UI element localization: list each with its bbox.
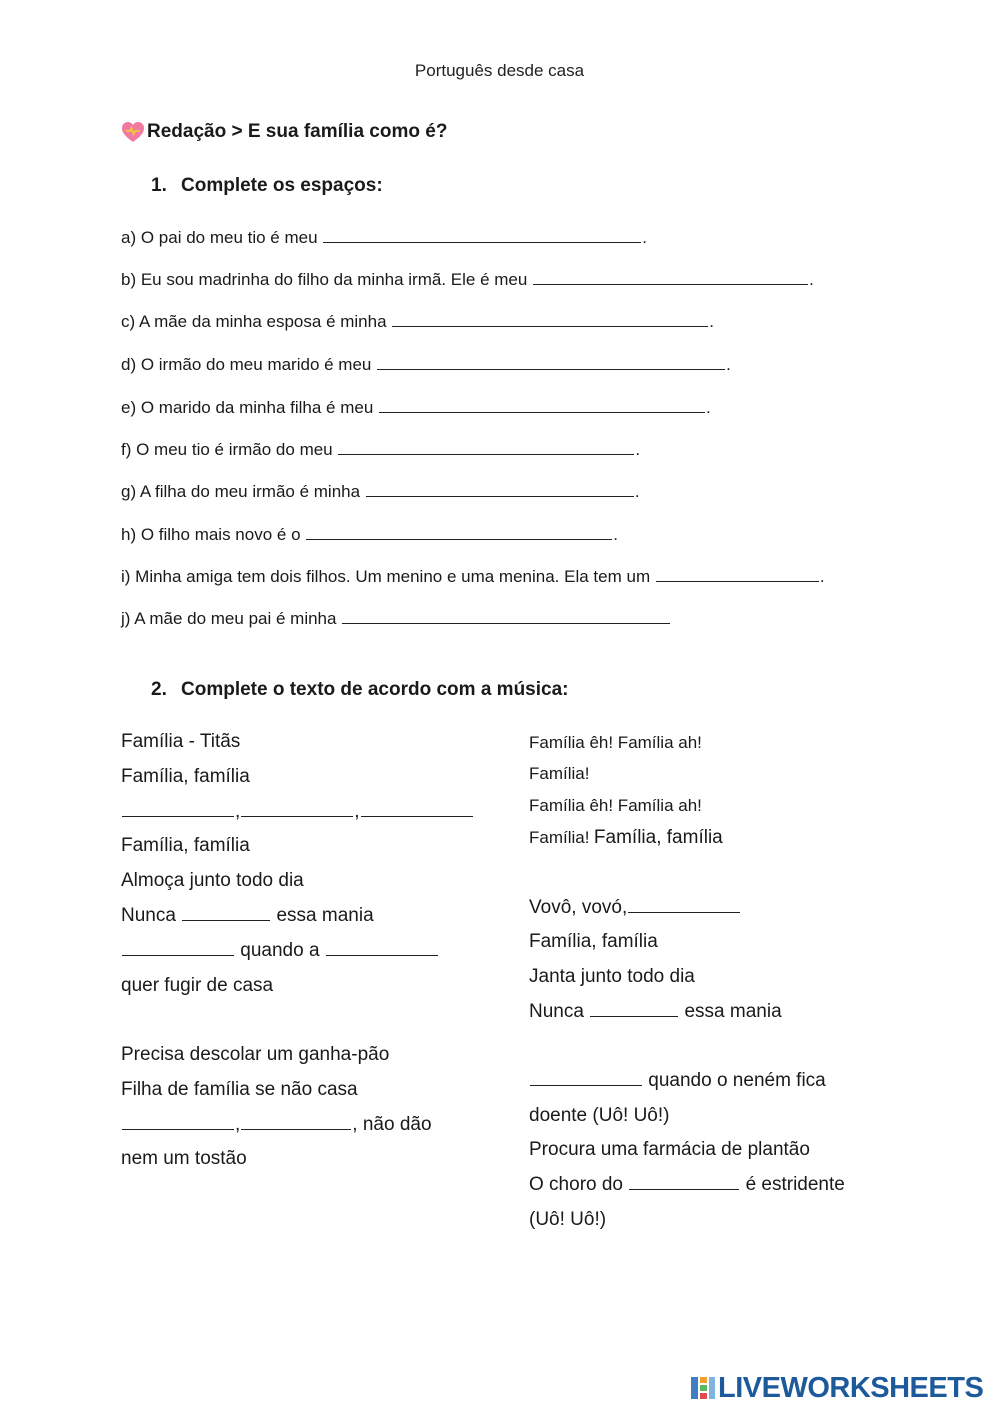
lyric-text: Nunca xyxy=(121,905,176,926)
list-item xyxy=(121,228,647,248)
section1-heading xyxy=(151,175,383,197)
lyric-text: essa mania xyxy=(276,905,374,926)
item-c-blank[interactable] xyxy=(392,312,708,327)
lyric-text: Vovô, vovó, xyxy=(529,897,628,918)
list-item xyxy=(121,525,618,545)
lyric-line xyxy=(121,1114,432,1136)
lyric-line: quer fugir de casa xyxy=(121,975,274,996)
lyric-line: Filha de família se não casa xyxy=(121,1079,358,1100)
item-g-blank[interactable] xyxy=(366,482,634,497)
lyric-text: quando o neném fica xyxy=(648,1070,826,1091)
lyric-line: Família êh! Família ah! xyxy=(529,733,702,752)
item-h-suffix: . xyxy=(613,525,618,544)
list-item xyxy=(121,482,640,502)
lyric-text: Família! xyxy=(529,828,590,847)
list-item xyxy=(121,312,714,332)
lyric-blank[interactable] xyxy=(122,1115,234,1130)
item-j-blank[interactable] xyxy=(342,609,670,624)
item-b-suffix: . xyxy=(809,270,814,289)
lyric-blank[interactable] xyxy=(530,1071,642,1086)
lyric-separator: , xyxy=(235,801,241,822)
list-item xyxy=(121,355,731,375)
item-i-blank[interactable] xyxy=(656,567,819,582)
lyric-line: Precisa descolar um ganha-pão xyxy=(121,1044,390,1065)
liveworksheets-logo[interactable] xyxy=(690,1372,983,1404)
lyric-text: é estridente xyxy=(745,1174,845,1195)
lyric-line: Família! xyxy=(529,764,590,783)
item-d-text: d) O irmão do meu marido é meu xyxy=(121,355,372,374)
lyric-line xyxy=(529,1174,845,1196)
item-b-blank[interactable] xyxy=(533,270,808,285)
lyric-text: quando a xyxy=(240,940,320,961)
item-f-suffix: . xyxy=(635,440,641,459)
lyric-separator: , xyxy=(354,801,360,822)
lyric-line xyxy=(121,905,374,927)
page-header: Português desde casa xyxy=(414,61,585,80)
lyric-line xyxy=(529,897,741,919)
liveworksheets-logo-text: LIVEWORKSHEETS xyxy=(718,1371,984,1404)
lyric-blank[interactable] xyxy=(326,941,438,956)
lyric-line: Almoça junto todo dia xyxy=(121,870,304,891)
lyric-line xyxy=(121,801,474,823)
lyric-blank[interactable] xyxy=(629,1175,739,1190)
lyric-line: Família, família xyxy=(121,835,250,856)
heart-icon xyxy=(121,121,145,143)
lyric-text: Família, família xyxy=(593,827,723,848)
lyric-line: Procura uma farmácia de plantão xyxy=(529,1139,810,1160)
item-f-text: f) O meu tio é irmão do meu xyxy=(121,440,333,459)
item-e-blank[interactable] xyxy=(379,398,705,413)
section2-heading-text: Complete o texto de acordo com a música: xyxy=(181,679,569,700)
item-e-suffix: . xyxy=(706,398,711,417)
lyric-line xyxy=(529,1070,826,1092)
item-h-text: h) O filho mais novo é o xyxy=(121,525,301,544)
section1-number: 1. xyxy=(151,175,167,196)
item-b-text: b) Eu sou madrinha do filho da minha irmã. Ele é meu xyxy=(121,270,528,289)
item-d-suffix: . xyxy=(726,355,731,374)
item-g-suffix: . xyxy=(634,482,640,501)
item-i-suffix: . xyxy=(819,567,825,586)
list-item xyxy=(121,270,814,290)
item-d-blank[interactable] xyxy=(377,355,725,370)
lyric-line xyxy=(529,827,723,849)
item-g-text: g) A filha do meu irmão é minha xyxy=(121,482,361,501)
lyric-blank[interactable] xyxy=(241,802,353,817)
liveworksheets-logo-icon xyxy=(690,1375,716,1401)
item-a-blank[interactable] xyxy=(323,228,641,243)
lyric-line xyxy=(121,940,439,962)
lyric-text: O choro do xyxy=(529,1174,623,1195)
item-j-text: j) A mãe do meu pai é minha xyxy=(121,609,337,628)
lyric-line: Família, família xyxy=(121,766,250,787)
list-item xyxy=(121,398,711,418)
lyric-blank[interactable] xyxy=(182,906,270,921)
section1-heading-text: Complete os espaços: xyxy=(181,175,383,196)
lyric-text: Nunca xyxy=(529,1001,584,1022)
lyric-blank[interactable] xyxy=(628,898,740,913)
page-title xyxy=(121,121,447,143)
lyric-line: Família êh! Família ah! xyxy=(529,796,702,815)
lyric-line: nem um tostão xyxy=(121,1148,247,1169)
item-c-text: c) A mãe da minha esposa é minha xyxy=(121,312,387,331)
item-a-suffix: . xyxy=(642,228,648,247)
page-title-text: Redação > E sua família como é? xyxy=(147,121,448,142)
lyric-blank[interactable] xyxy=(241,1115,351,1130)
lyric-line: doente (Uô! Uô!) xyxy=(529,1105,670,1126)
item-a-text: a) O pai do meu tio é meu xyxy=(121,228,318,247)
item-f-blank[interactable] xyxy=(338,440,634,455)
item-h-blank[interactable] xyxy=(306,525,612,540)
lyric-line: (Uô! Uô!) xyxy=(529,1209,607,1230)
item-e-text: e) O marido da minha filha é meu xyxy=(121,398,374,417)
section2-number: 2. xyxy=(151,679,167,700)
lyric-line: Janta junto todo dia xyxy=(529,966,695,987)
section2-heading xyxy=(151,679,568,701)
list-item xyxy=(121,567,825,587)
lyric-blank[interactable] xyxy=(361,802,473,817)
lyric-text: , não dão xyxy=(352,1114,432,1135)
item-c-suffix: . xyxy=(709,312,715,331)
lyric-line xyxy=(529,1001,782,1023)
lyric-blank[interactable] xyxy=(590,1002,678,1017)
lyric-blank[interactable] xyxy=(122,941,234,956)
list-item xyxy=(121,440,640,460)
lyric-blank[interactable] xyxy=(122,802,234,817)
lyric-separator: , xyxy=(235,1114,241,1135)
item-i-text: i) Minha amiga tem dois filhos. Um menino e uma menina. Ela tem um xyxy=(121,567,651,586)
lyric-line: Família, família xyxy=(529,931,658,952)
song-title: Família - Titãs xyxy=(121,731,241,752)
list-item xyxy=(121,609,671,629)
lyric-text: essa mania xyxy=(684,1001,782,1022)
